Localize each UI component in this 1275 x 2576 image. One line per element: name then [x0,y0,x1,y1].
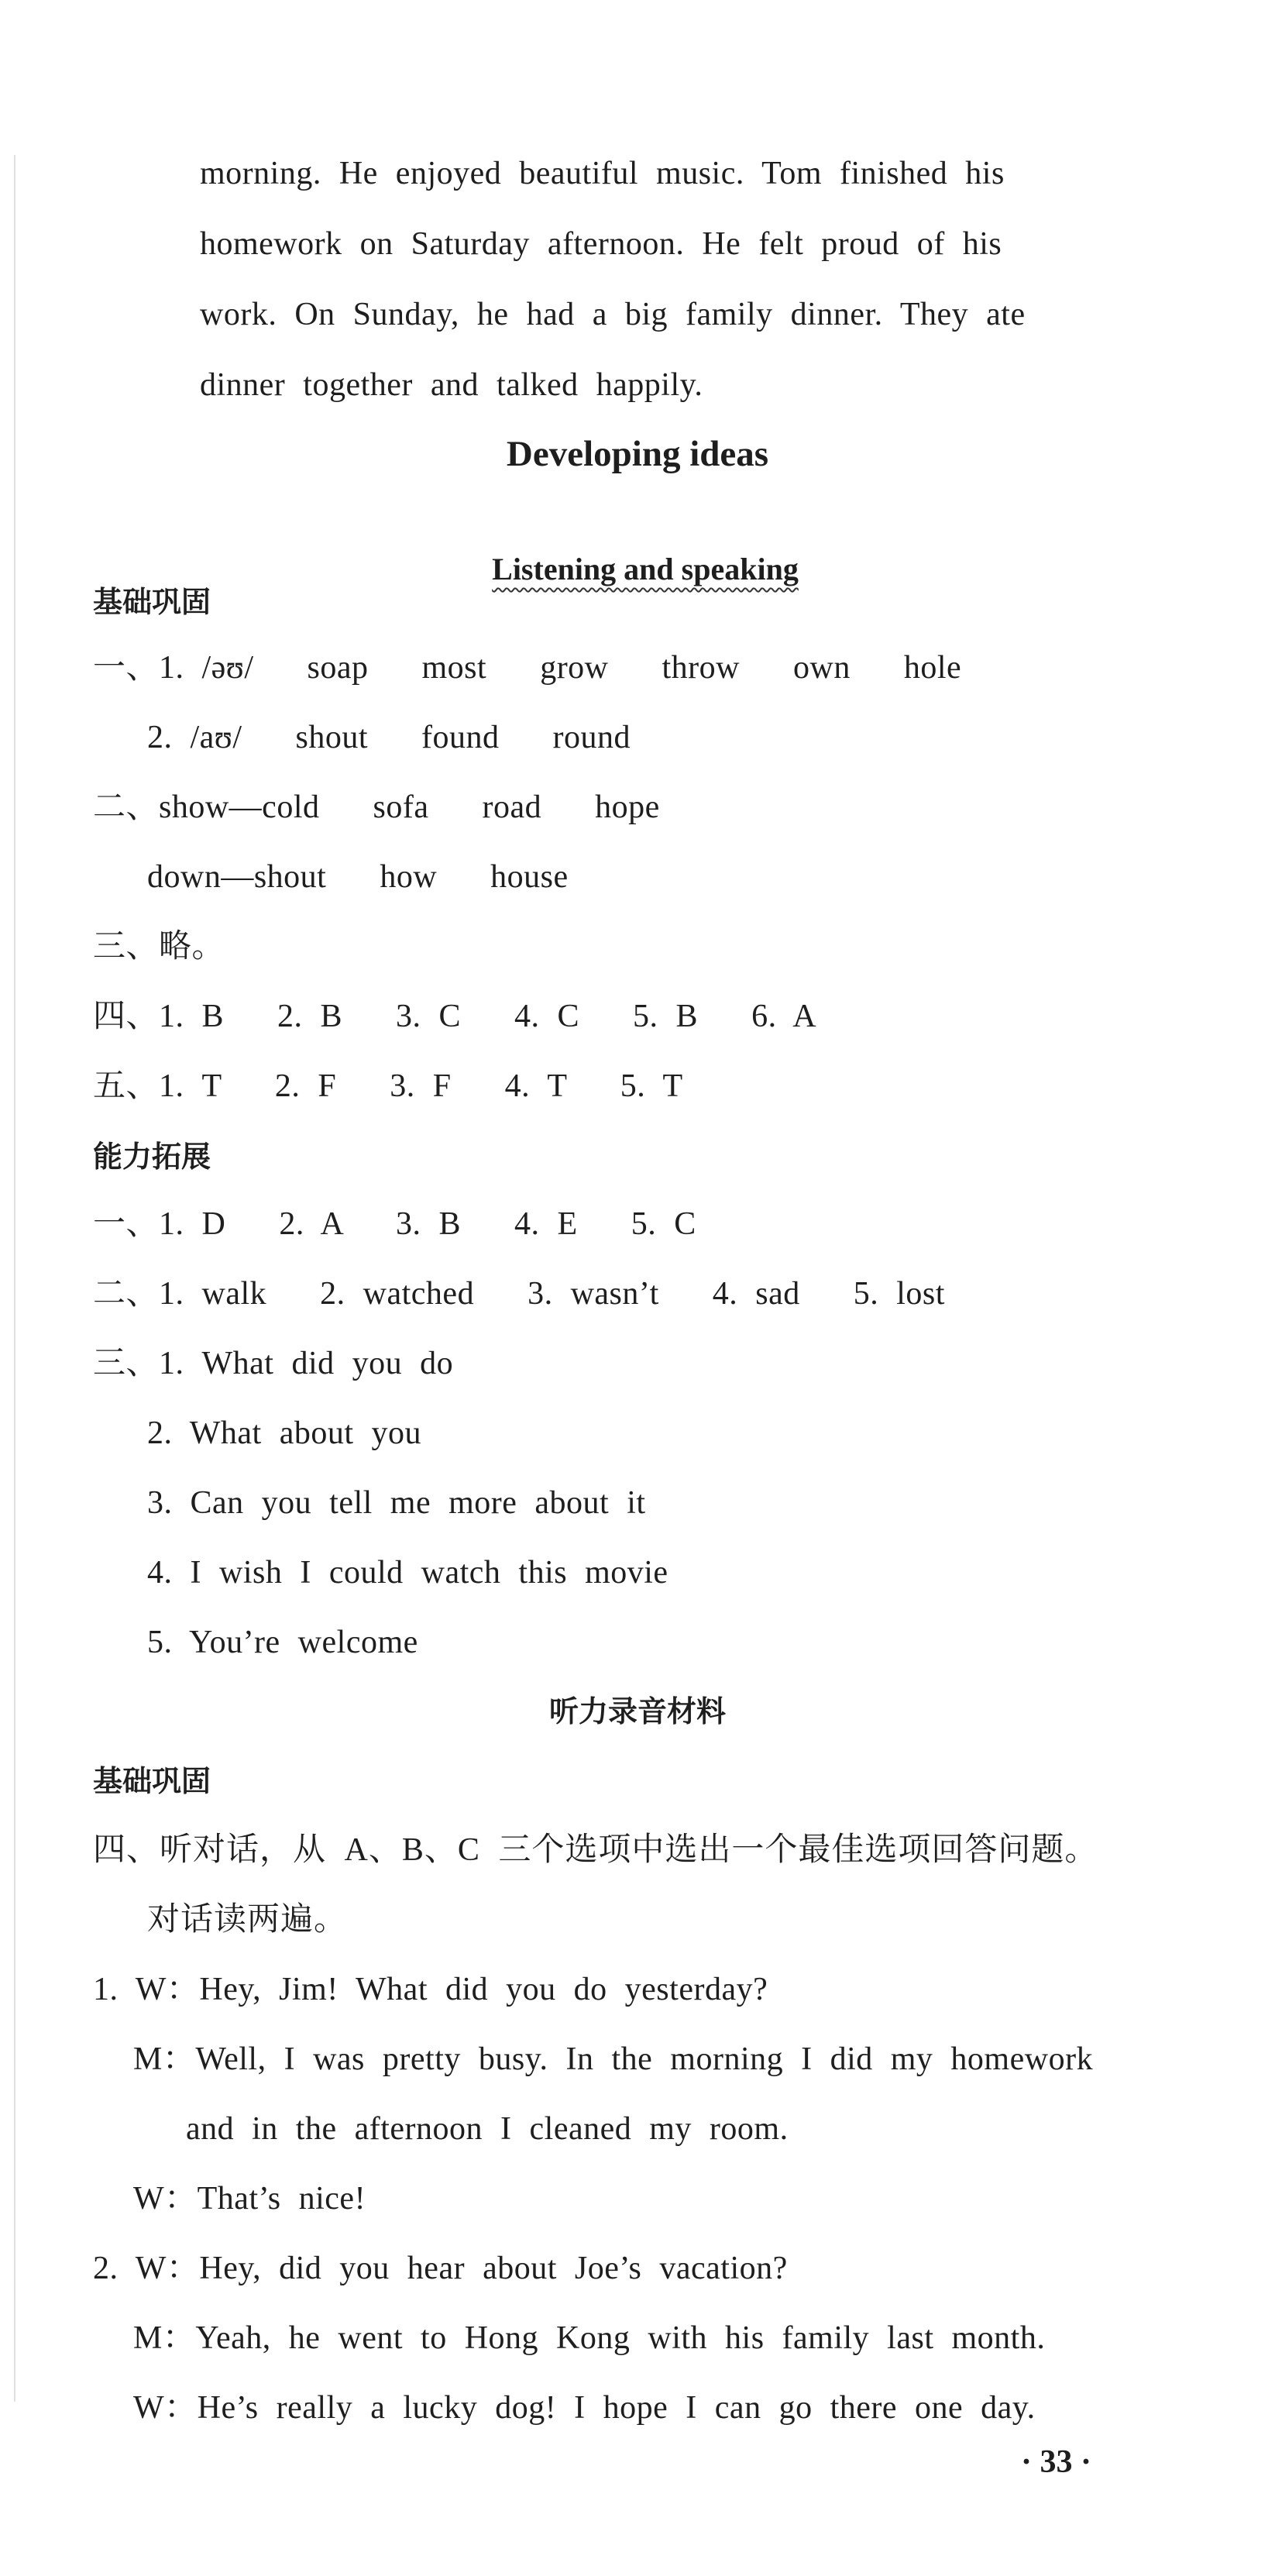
section-subtitle [0,507,1275,590]
answer-line: 一、1. /əʊ/ soap most grow throw own hole [93,650,962,686]
answer-line: 3. Can you tell me more about it [147,1485,646,1521]
answer-line: 2. What about you [147,1415,422,1451]
answer-line: 四、1. B 2. B 3. C 4. C 5. B 6. A [93,999,817,1034]
answer-line: 一、1. D 2. A 3. B 4. E 5. C [93,1206,696,1242]
script-line: W：He’s really a lucky dog! I hope I can go there one day. [133,2390,1036,2426]
script-line: M：Yeah, he went to Hong Kong with his family last month. [133,2320,1046,2356]
intro-line: morning. He enjoyed beautiful music. Tom finished his [200,156,1005,191]
section-title: Developing ideas [506,434,769,474]
basic-heading: 基础巩固 [93,585,211,619]
page-edge-shadow [14,155,15,2402]
answer-line: 三、1. What did you do [93,1346,454,1381]
script-line: 四、听对话，从 A、B、C 三个选项中选出一个最佳选项回答问题。 [93,1832,1098,1868]
script-line: 2. W：Hey, did you hear about Joe’s vacation? [93,2251,788,2286]
answer-line: 二、show—cold sofa road hope [93,789,660,825]
section-subtitle-text: Listening and speaking [492,552,799,586]
answer-line: 二、1. walk 2. watched 3. wasn’t 4. sad 5. lost [93,1276,945,1312]
page-number: · 33 · [1021,2444,1092,2480]
script-line: 1. W：Hey, Jim! What did you do yesterday? [93,1972,768,2007]
ability-heading: 能力拓展 [93,1140,211,1174]
script-basic-heading: 基础巩固 [93,1764,211,1798]
script-line: M：Well, I was pretty busy. In the morning I did my homework [133,2041,1094,2077]
answer-line: 2. /aʊ/ shout found round [147,720,631,755]
answer-line: 三、略。 [93,929,225,965]
answer-line: down—shout how house [147,859,569,895]
answer-line: 5. You’re welcome [147,1625,418,1660]
script-line: W：That’s nice! [133,2181,366,2217]
answer-line: 4. I wish I could watch this movie [147,1555,668,1591]
script-line: and in the afternoon I cleaned my room. [186,2111,789,2147]
script-line: 对话读两遍。 [147,1902,348,1938]
intro-line: dinner together and talked happily. [200,367,703,403]
intro-line: work. On Sunday, he had a big family dinner. They ate [200,297,1026,332]
script-heading: 听力录音材料 [548,1694,726,1728]
intro-line: homework on Saturday afternoon. He felt proud of his [200,226,1002,262]
answer-line: 五、1. T 2. F 3. F 4. T 5. T [93,1068,683,1104]
